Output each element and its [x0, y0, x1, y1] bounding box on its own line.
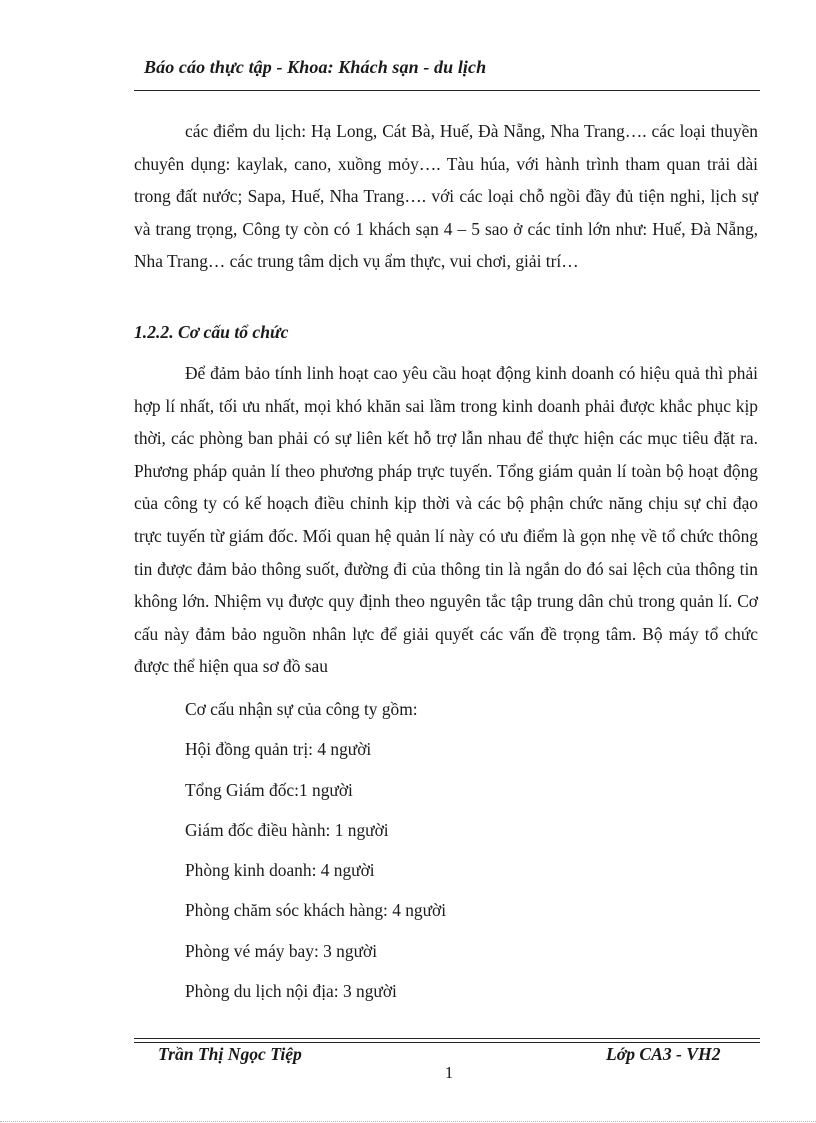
staff-list [185, 689, 446, 1011]
paragraph-intro-text: các điểm du lịch: Hạ Long, Cát Bà, Huế, Đà Nẵng, Nha Trang…. các loại thuyền chuyên dụng: kaylak, cano, xuồng mỏy…. Tàu húa, với hành trình tham quan trải dài trong đất nước; Sapa, Huế, Nha Trang…. với các loại chỗ ngồi đầy đủ tiện nghi, lịch sự và trang trọng, Công ty còn có 1 khách sạn 4 – 5 sao ở các tỉnh lớn như: Huế, Đà Nẵng, Nha Trang… các trung tâm dịch vụ ẩm thực, vui chơi, giải trí… [134, 121, 758, 272]
list-item: Phòng chăm sóc khách hàng: 4 người [185, 900, 447, 921]
list-item: Phòng du lịch nội địa: 3 người [185, 981, 397, 1002]
page-number: 1 [444, 1063, 454, 1082]
list-item: Hội đồng quản trị: 4 người [185, 739, 372, 760]
section-heading: 1.2.2. Cơ cấu tổ chức [134, 322, 289, 342]
footer-rule [134, 1038, 760, 1039]
paragraph-intro [134, 115, 758, 278]
list-item: Giám đốc điều hành: 1 người [185, 819, 389, 840]
list-item: Phòng kinh doanh: 4 người [185, 860, 375, 881]
list-item: Tổng Giám đốc:1 người [185, 779, 353, 800]
header-title: Báo cáo thực tập - Khoa: Khách sạn - du lịch [144, 57, 487, 77]
page-edge [0, 1121, 816, 1122]
staff-list-intro: Cơ cấu nhận sự của công ty gồm: [185, 699, 418, 719]
paragraph-organization: Để đảm bảo tính linh hoạt cao yêu cầu hoạt động kinh doanh có hiệu quả thì phải hợp lí nhất, tối ưu nhất, mọi khó khăn sai lầm trong kinh doanh phải được khắc phục kịp thời, các phòng ban phải có sự liên kết hỗ trợ lẫn nhau để thực hiện các mục tiêu đặt ra. Phương pháp quản lí theo phương pháp trực tuyến. Tổng giám quản lí toàn bộ hoạt động của công ty có kế hoạch điều chỉnh kịp thời và các bộ phận chức năng chịu sự chỉ đạo trực tuyến từ giám đốc. Mối quan hệ quản lí này có ưu điểm là gọn nhẹ về tổ chức thông tin được đảm bảo thông suốt, đường đi của thông tin là ngắn do đó sai lệch của thông tin không lớn. Nhiệm vụ được quy định theo nguyên tắc tập trung dân chủ trong quản lí. Cơ cấu này đảm bảo nguồn nhân lực để giải quyết các vấn đề trọng tâm. Bộ máy tổ chức được thể hiện qua sơ đồ sau [134, 363, 758, 677]
footer-class: Lớp CA3 - VH2 [606, 1044, 721, 1064]
footer-author: Trần Thị Ngọc Tiệp [158, 1044, 302, 1064]
list-item: Phòng vé máy bay: 3 người [185, 940, 378, 961]
footer-rule [134, 1042, 760, 1043]
header-rule [134, 90, 760, 91]
